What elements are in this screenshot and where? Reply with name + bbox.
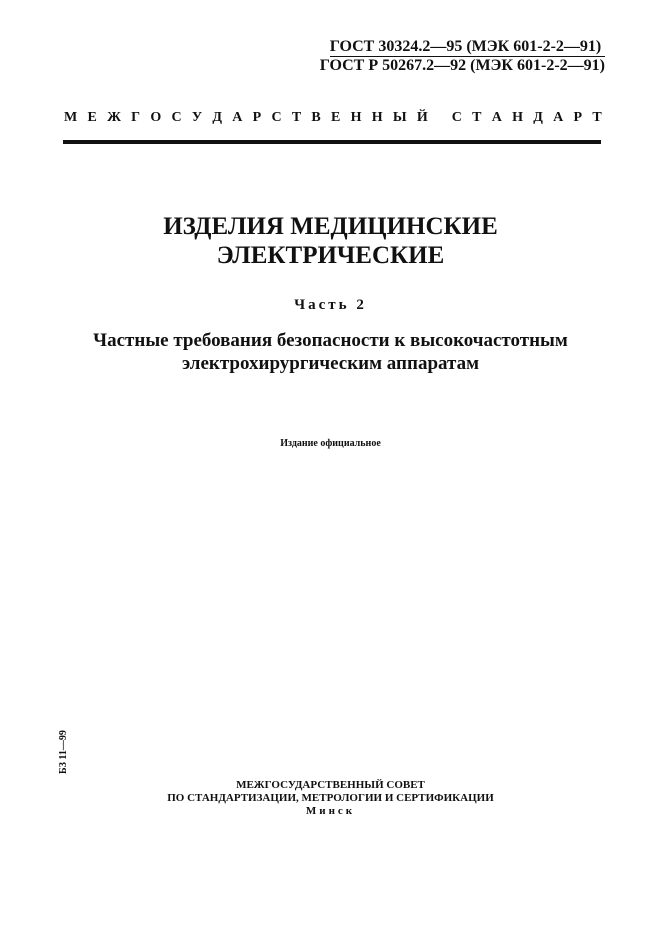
part-number: Часть 2	[294, 297, 367, 313]
heading-letter: Н	[512, 110, 524, 125]
heading-letter: Г	[131, 110, 141, 125]
heading-letter: М	[64, 110, 78, 125]
heading-letter: Н	[350, 110, 362, 125]
heading-letter: Р	[252, 110, 262, 125]
heading-letter: Т	[592, 110, 602, 125]
heading-letter: У	[191, 110, 203, 125]
title-line-1: ИЗДЕЛИЯ МЕДИЦИНСКИЕ	[163, 213, 498, 240]
heading-letter: Д	[212, 110, 223, 125]
heading-letter: С	[451, 110, 462, 125]
subtitle-line-1: Частные требования безопасности к высокочастотным	[93, 330, 568, 351]
document-subtitle	[0, 329, 661, 375]
heading-letter: Ж	[107, 110, 121, 125]
gost-code-interstate: ГОСТ 30324.2—95 (МЭК 601-2-2—91)	[330, 38, 605, 57]
heading-letter: С	[271, 110, 282, 125]
subtitle-line-2: электрохирургическим аппаратам	[181, 353, 480, 374]
heading-letter: А	[491, 110, 502, 125]
publisher-line-1: МЕЖГОСУДАРСТВЕННЫЙ СОВЕТ	[236, 779, 425, 791]
heading-letter	[438, 110, 442, 126]
publisher-line-2: ПО СТАНДАРТИЗАЦИИ, МЕТРОЛОГИИ И СЕРТИФИКАЦИИ	[167, 792, 494, 804]
standard-codes	[320, 38, 605, 74]
standard-type-heading	[64, 110, 602, 126]
heading-letter: С	[171, 110, 182, 125]
heading-letter: О	[150, 110, 162, 125]
side-code: БЗ 11—99	[58, 730, 69, 774]
heading-letter: Т	[472, 110, 482, 125]
heading-letter: Е	[87, 110, 97, 125]
heading-letter: А	[232, 110, 243, 125]
heading-letter: В	[311, 110, 321, 125]
title-line-2: ЭЛЕКТРИЧЕСКИЕ	[216, 242, 445, 269]
heading-letter: Т	[291, 110, 302, 125]
publisher-city: Минск	[305, 805, 356, 817]
edition-note: Издание официальное	[280, 438, 381, 449]
heading-letter: Д	[533, 110, 543, 125]
heading-letter: Р	[573, 110, 583, 125]
heading-rule	[63, 140, 601, 144]
heading-letter: Н	[371, 110, 383, 125]
heading-letter: Ы	[392, 110, 407, 125]
heading-letter: А	[553, 110, 564, 125]
gost-code-national: ГОСТ Р 50267.2—92 (МЭК 601-2-2—91)	[319, 57, 605, 74]
heading-letter: Е	[331, 110, 341, 125]
publisher-block	[0, 779, 661, 818]
document-title	[0, 212, 661, 270]
heading-letter: Й	[416, 110, 428, 125]
